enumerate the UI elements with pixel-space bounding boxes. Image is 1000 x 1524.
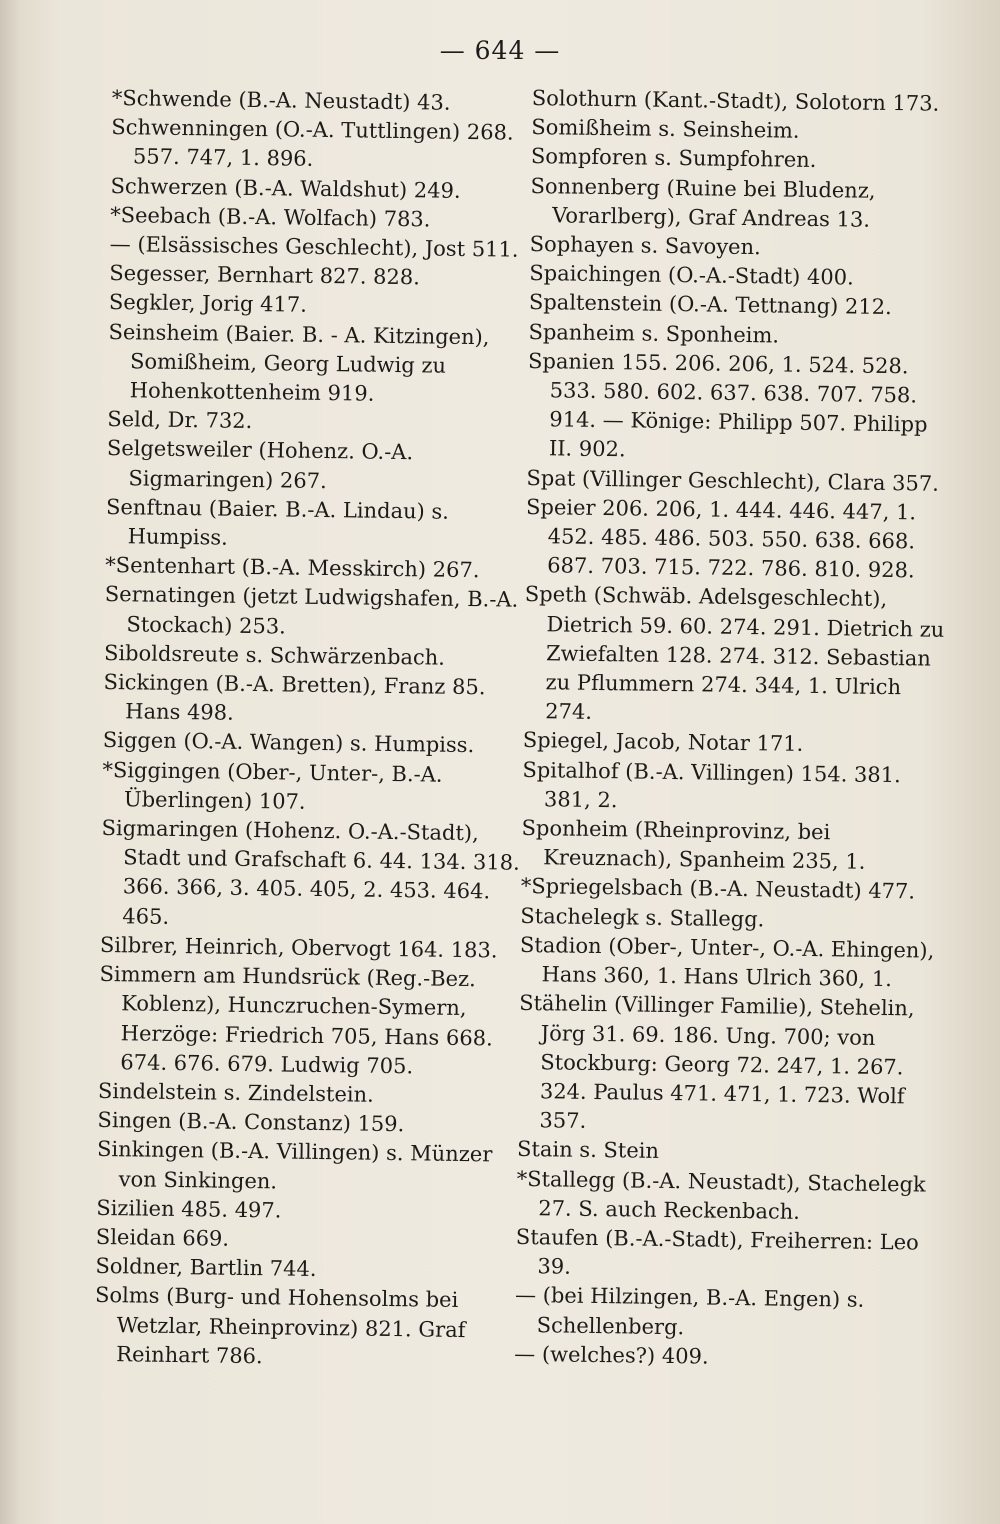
index-entry: Schwenningen (O.-A. Tuttlingen) 268. 557. 747, 1. 896. [111,115,514,172]
index-entry: Schwerzen (B.-A. Waldshut) 249. [110,173,461,203]
index-entry: — (Elsässisches Geschlecht), Jost 511. [109,232,519,262]
index-entry: Solms (Burg- und Hohensolms bei Wetzlar, Rheinprovinz) 821. Graf Reinhart 786. [94,1283,466,1368]
index-entry: Singen (B.-A. Constanz) 159. [97,1108,405,1137]
index-entry: Sigmaringen (Hohenz. O.-A.-Stadt), Stadt und Grafschaft 6. 44. 134. 318. 366. 366, 3. 405. 405, 2. 453. 464. 465. [101,816,520,929]
index-entry: *Spriegelsbach (B.-A. Neustadt) 477. [520,874,916,904]
index-entry: *Seebach (B.-A. Wolfach) 783. [110,202,431,232]
index-entry: Spanien 155. 206. 206, 1. 524. 528. 533. 580. 602. 637. 638. 707. 758. 914. — Könige: Philipp 507. Philipp II. 902. [527,348,928,462]
index-entry: Sizilien 485. 497. [96,1195,282,1223]
index-entry: Sponheim (Rheinprovinz, bei Kreuznach), Spanheim 235, 1. [521,816,866,875]
index-entry: Spat (Villinger Geschlecht), Clara 357. [526,465,940,496]
index-entry: Sleidan 669. [95,1224,230,1251]
index-entry: Spanheim s. Sponheim. [528,319,780,348]
right-column [514,84,952,1375]
index-entry: Soldner, Bartlin 744. [95,1254,317,1282]
index-entry: Siboldsreute s. Schwärzenbach. [103,640,446,670]
index-entry: Spiegel, Jacob, Notar 171. [522,728,804,757]
index-entry: Solothurn (Kant.-Stadt), Solotorn 173. [531,85,940,116]
index-entry: Seld, Dr. 732. [107,407,253,434]
index-entry: Sernatingen (jetzt Ludwigshafen, B.-A. Stockach) 253. [104,582,519,639]
index-entry: *Schwende (B.-A. Neustadt) 43. [111,85,451,115]
index-entry: *Sentenhart (B.-A. Messkirch) 267. [105,553,480,583]
index-entry: Selgetsweiler (Hohenz. O.-A. Sigmaringen) 267. [106,436,414,493]
index-entry: Staufen (B.-A.-Stadt), Freiherren: Leo 39. [515,1224,919,1279]
index-entry: Senftnau (Baier. B.-A. Lindau) s. Humpiss. [105,494,450,550]
index-entry: Seinsheim (Baier. B. - A. Kitzingen), Somißheim, Georg Ludwig zu Hohenkottenheim 919. [108,319,490,406]
index-entry: Somißheim s. Seinsheim. [531,115,800,143]
index-entry: Segkler, Jorig 417. [108,290,308,318]
index-entry: Simmern am Hundsrück (Reg.-Bez. Koblenz), Hunczruchen-Symern, Herzöge: Friedrich 705, Hans 668. 674. 676. 679. Ludwig 705. [99,962,493,1079]
index-entry: Sompforen s. Sumpfohren. [530,144,817,173]
left-column [94,84,532,1375]
page-gutter-shadow [0,0,20,1524]
index-entry: Sickingen (B.-A. Bretten), Franz 85. Hans 498. [103,670,486,726]
index-entry: Stadion (Ober-, Unter-, O.-A. Ehingen), Hans 360, 1. Hans Ulrich 360, 1. [519,932,935,992]
index-entry: Spaichingen (O.-A.-Stadt) 400. [529,261,854,290]
index-entry: — (welches?) 409. [514,1341,709,1369]
index-entry: Sonnenberg (Ruine bei Bludenz, Vorarlberg), Graf Andreas 13. [530,173,876,232]
index-entry: Stain s. Stein [516,1137,660,1164]
index-entry: Spaltenstein (O.-A. Tettnang) 212. [528,290,892,320]
index-entry: Stachelegk s. Stallegg. [520,903,765,932]
index-entry: Spitalhof (B.-A. Villingen) 154. 381. 381, 2. [522,757,901,813]
index-entry: — (bei Hilzingen, B.-A. Engen) s. Schellenberg. [514,1283,865,1339]
index-entry: Silbrer, Heinrich, Obervogt 164. 183. [99,932,498,963]
page-number: — 644 — [439,36,561,65]
index-entry: Sindelstein s. Zindelstein. [97,1078,374,1107]
index-entry: Speier 206. 206, 1. 444. 446. 447, 1. 452. 485. 486. 503. 550. 638. 668. 687. 703. 715. 722. 786. 810. 928. [525,494,917,583]
index-entry: Stähelin (Villinger Familie), Stehelin, Jörg 31. 69. 186. Ung. 700; von Stockburg: Georg 72. 247, 1. 267. 324. Paulus 471. 471, 1. 723. Wolf 357. [518,991,915,1133]
index-entry: Segesser, Bernhart 827. 828. [109,261,421,290]
index-entry: Siggen (O.-A. Wangen) s. Humpiss. [102,728,475,758]
index-entry: Sophayen s. Savoyen. [529,232,761,260]
index-entry: *Stallegg (B.-A. Neustadt), Stachelegk 27. S. auch Reckenbach. [516,1166,926,1224]
index-entry: Sinkingen (B.-A. Villingen) s. Münzer von Sinkingen. [96,1137,493,1193]
index-entry: Speth (Schwäb. Adelsgeschlecht), Dietrich 59. 60. 274. 291. Dietrich zu Zwiefalten 128. 274. 312. Sebastian zu Pflummern 274. 344, 1. Ulrich 274. [524,582,945,725]
index-entry: *Siggingen (Ober-, Unter-, B.-A. Überlingen) 107. [102,757,443,814]
